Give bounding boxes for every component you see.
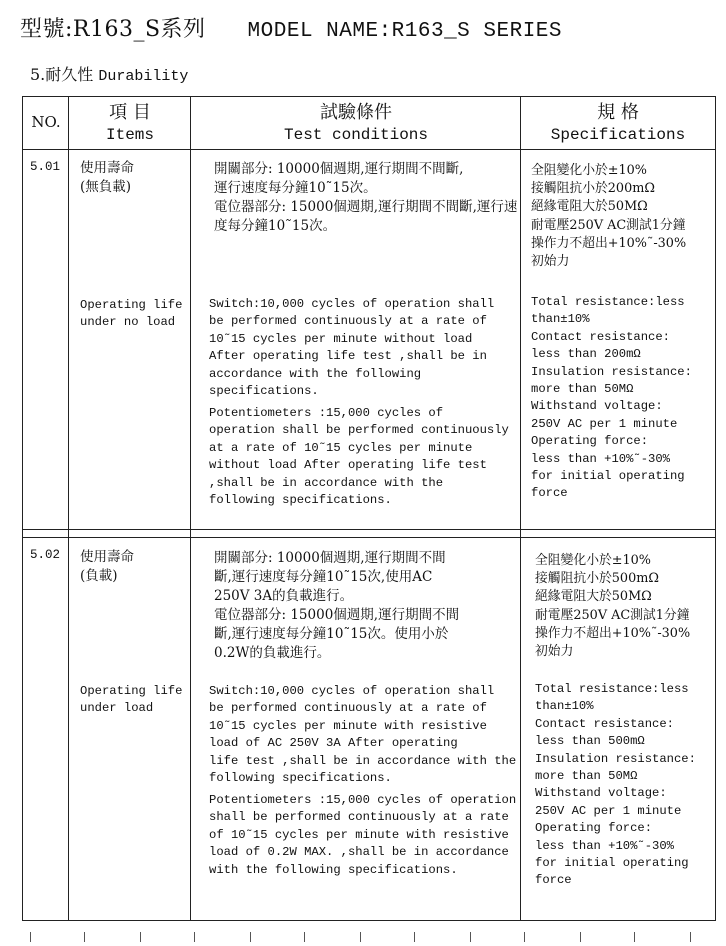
section-title-zh: 耐久性 [45, 65, 94, 84]
document-title [20, 12, 562, 43]
column-divider-conditions [520, 96, 521, 921]
row-spec-en: Total resistance:less than±10% Contact resistance: less than 500mΩ Insulation resistance: more than 50MΩ Withstand voltage: 250V AC per 1 minute Operating force: less than +10%˜-30% for initial operating force [535, 682, 696, 888]
row-spec-zh: 全阻變化小於±10% 接觸阻抗小於200mΩ 絕緣電阻大於50MΩ 耐電壓250V AC測試1分鐘 操作力不超出+10%˜-30% 初始力 [531, 163, 687, 270]
header-conditions [192, 102, 520, 145]
row-condition-zh: 開關部分: 10000個週期,運行期間不間 斷,運行速度每分鐘10˜15次,使用AC 250V 3A的負載進行。 電位器部分: 15000個週期,運行期間不間 斷,運行速度每分鐘10˜15次。使用小於 0.2W的負載進行。 [214, 550, 460, 661]
row-item-zh: 使用壽命 (負載) [80, 549, 134, 584]
row-condition-zh: 開關部分: 10000個週期,運行期間不間斷, 運行速度每分鐘10˜15次。 電位器部分: 15000個週期,運行期間不間斷,運行速度每分鐘10˜15次。 [214, 161, 518, 234]
row-condition-switch-en: Switch:10,000 cycles of operation shall be performed continuously at a rate of 10˜15 cycles per minute with resistive load of AC 250V 3A After operating life test ,shall be in accordance with the following specifications. [209, 684, 517, 786]
column-divider-no [68, 96, 69, 921]
header-items [70, 102, 190, 145]
row-condition-potentiometer-en: Potentiometers :15,000 cycles of operation shall be performed continuously at a rate of 10˜15 cycles per minute with resistive load of 0.2W MAX. ,shall be in accordance with the following specifications. [209, 793, 517, 877]
header-items-en: Items [105, 125, 154, 144]
header-rule [22, 149, 716, 150]
section-title-en: Durability [98, 68, 189, 85]
header-spec-zh: 規 格 [597, 102, 639, 123]
title-model-name: MODEL NAME:R163_S SERIES [247, 20, 562, 43]
section-heading [30, 62, 188, 85]
header-conditions-zh: 試驗條件 [320, 102, 392, 123]
row-divider-top [22, 529, 716, 530]
row-divider-bottom [22, 537, 716, 538]
row-spec-en: Total resistance:less than±10% Contact resistance: less than 200mΩ Insulation resistance: more than 50MΩ Withstand voltage: 250V AC per 1 minute Operating force: less than +10%˜-30% for initial operating force [531, 295, 692, 501]
header-specifications [522, 102, 714, 145]
row-condition-switch-en: Switch:10,000 cycles of operation shall be performed continuously at a rate of 10˜15 cycles per minute without load After operating life test ,shall be in accordance with the following specifications. [209, 297, 495, 399]
row-item-en: Operating life under load [80, 684, 183, 716]
row-number: 5.02 [30, 548, 61, 562]
row-item-zh: 使用壽命 (無負載) [80, 160, 134, 195]
title-zh: 型號:R163_S系列 [20, 17, 206, 42]
row-item-en: Operating life under no load [80, 298, 183, 330]
row-number: 5.01 [30, 160, 61, 174]
page-bottom-ticks [22, 932, 716, 942]
row-condition-potentiometer-en: Potentiometers :15,000 cycles of operation shall be performed continuously at a rate of 10˜15 cycles per minute without load After operating life test ,shall be in accordance with the following specifications. [209, 406, 509, 508]
column-divider-items [190, 96, 191, 921]
header-items-zh: 項 目 [109, 102, 151, 123]
row-spec-zh: 全阻變化小於±10% 接觸阻抗小於500mΩ 絕緣電阻大於50MΩ 耐電壓250V AC測試1分鐘 操作力不超出+10%˜-30% 初始力 [535, 553, 691, 660]
header-conditions-en: Test conditions [283, 125, 429, 144]
header-spec-en: Specifications [550, 125, 686, 144]
header-no: NO. [31, 113, 61, 131]
section-number: 5. [30, 65, 46, 84]
